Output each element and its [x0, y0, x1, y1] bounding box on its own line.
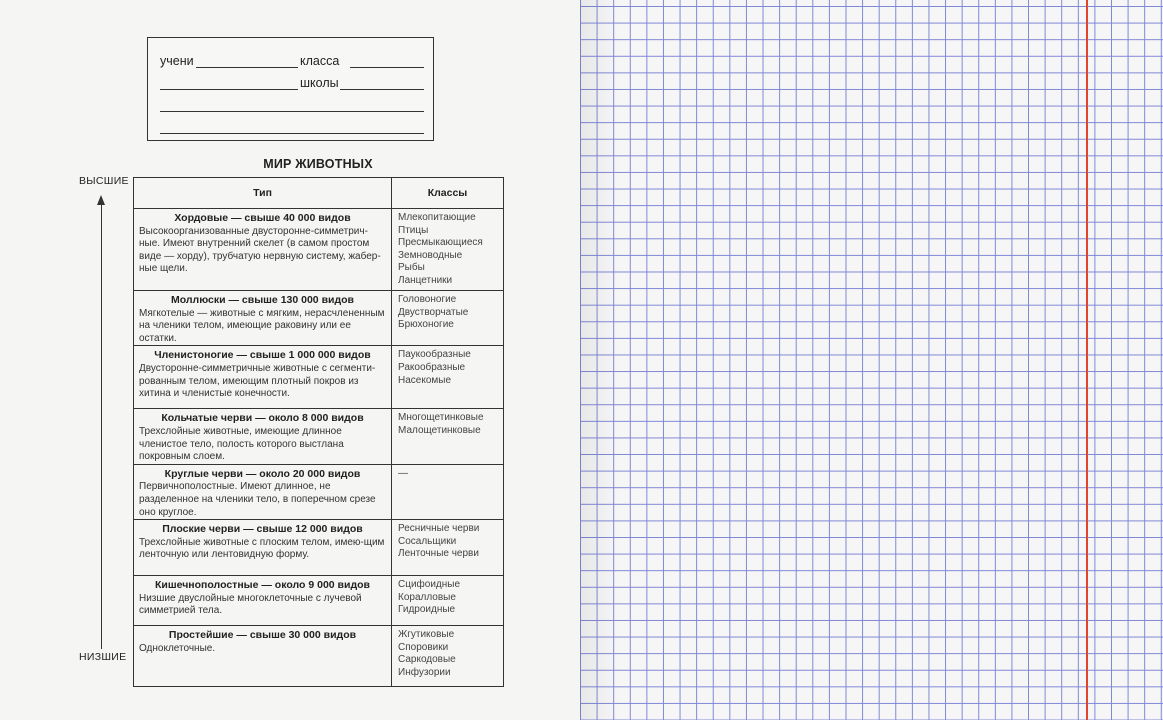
class-item: Жгутиковые: [398, 629, 455, 641]
type-cell: [134, 626, 392, 687]
classes-cell: [392, 409, 504, 464]
type-name: Плоские черви — свыше 12 000 видов: [162, 523, 363, 536]
label-row-4: [160, 118, 423, 136]
school-line[interactable]: [340, 89, 424, 90]
class-item: Сосальщики: [398, 535, 457, 547]
type-description: Высокоорганизованные двусторонне-симметрич-ные. Имеют внутренний скелет (в самом простом виде — хорду), трубчатую нервную систему, жабер-ные щели.: [139, 225, 381, 275]
type-description: Низшие двуслойные многоклеточные с лучевой симметрией тела.: [139, 592, 362, 617]
table-row: [134, 291, 504, 346]
table-row: [134, 409, 504, 464]
class-item: Млекопитающие: [398, 212, 476, 223]
class-item: Рыбы: [398, 262, 425, 274]
type-description: Трехслойные животные, имеющие длинное членистое тело, полость которого выстлана покровным слоем.: [139, 425, 344, 463]
class-item: Брюхоногие: [398, 319, 454, 331]
class-item: Ланцетники: [398, 274, 453, 286]
type-cell: [134, 291, 392, 346]
type-description: Трехслойные животные с плоским телом, имею-щим ленточную или лентовидную форму.: [139, 536, 385, 561]
class-item: Коралловые: [398, 591, 456, 603]
class-item: Инфузории: [398, 666, 451, 678]
type-cell: [134, 346, 392, 409]
type-cell: [134, 520, 392, 576]
table-row: [134, 576, 504, 626]
type-description: Одноклеточные.: [139, 642, 216, 654]
class-item: Ресничные черви: [398, 523, 480, 535]
label-student-word: учени: [160, 54, 194, 68]
table-row: [134, 626, 504, 687]
classes-cell: [392, 346, 504, 409]
class-item: Земноводные: [398, 249, 463, 261]
graph-paper-page: [580, 0, 1163, 720]
classes-cell: [392, 464, 504, 519]
table-row: [134, 209, 504, 291]
header-type: Тип: [134, 178, 392, 209]
label-class-word: класса: [300, 54, 340, 68]
table-row: [134, 464, 504, 519]
axis-label-low: НИЗШИЕ: [79, 651, 127, 663]
type-cell: [134, 464, 392, 519]
margin-line: [1086, 0, 1088, 720]
class-line[interactable]: [350, 67, 424, 68]
table-header-row: [134, 178, 504, 209]
type-cell: [134, 409, 392, 464]
classes-cell: [392, 576, 504, 626]
class-item: Сцифоидные: [398, 579, 461, 591]
axis-label-high: ВЫСШИЕ: [79, 175, 129, 187]
class-item: Птицы: [398, 224, 429, 236]
animal-kingdom-table: [133, 177, 504, 687]
type-cell: [134, 576, 392, 626]
label-row-3: [160, 96, 423, 114]
type-name: Членистоногие — свыше 1 000 000 видов: [154, 349, 371, 362]
type-description: Двусторонне-симметричные животные с сегменти-рованным телом, имеющим плотный покров из хитина и членистые конечности.: [139, 362, 376, 400]
label-row-2: [160, 74, 423, 92]
type-name: Кишечнополостные — около 9 000 видов: [155, 579, 370, 592]
student-name-line[interactable]: [204, 67, 298, 68]
type-cell: [134, 209, 392, 291]
table-row: [134, 346, 504, 409]
class-item: Насекомые: [398, 374, 452, 386]
classes-cell: [392, 520, 504, 576]
classes-cell: [392, 626, 504, 687]
class-item: Саркодовые: [398, 654, 456, 666]
type-description: Первичнополостные. Имеют длинное, не разделенное на членики тело, в поперечном срезе оно круглое.: [139, 481, 376, 518]
class-item: Ленточные черви: [398, 548, 479, 560]
type-description: Мягкотелые — животные с мягким, нерасчлененным на членики телом, имеющие раковину или ее остатки.: [139, 307, 385, 344]
table-row: [134, 520, 504, 576]
class-item: —: [398, 467, 408, 479]
class-item: Многощетинковые: [398, 412, 484, 424]
class-item: Пресмыкающиеся: [398, 237, 483, 249]
class-item: Ракообразные: [398, 361, 466, 373]
class-item: Споровики: [398, 641, 449, 653]
classes-cell: [392, 291, 504, 346]
class-item: Малощетинковые: [398, 424, 481, 436]
class-item: Гидроидные: [398, 604, 456, 616]
label-row-1: [160, 52, 423, 70]
table-title: МИР ЖИВОТНЫХ: [263, 157, 373, 171]
class-item: Головоногие: [398, 294, 457, 305]
type-name: Моллюски — свыше 130 000 видов: [170, 294, 355, 306]
class-item: Двустворчатые: [398, 306, 469, 318]
type-name: Простейшие — свыше 30 000 видов: [168, 629, 357, 642]
name-label-box: [147, 37, 434, 141]
axis-line: [101, 204, 102, 649]
type-name: Хордовые — свыше 40 000 видов: [174, 212, 351, 224]
classes-cell: [392, 209, 504, 291]
blank-line-4[interactable]: [160, 133, 424, 134]
type-name: Кольчатые черви — около 8 000 видов: [161, 412, 364, 425]
class-item: Паукообразные: [398, 349, 471, 361]
blank-line-3[interactable]: [160, 111, 424, 112]
header-classes: Классы: [392, 178, 504, 209]
type-name: Круглые черви — около 20 000 видов: [164, 467, 361, 480]
table-body: [134, 209, 504, 687]
label-school-word: школы: [300, 76, 339, 90]
